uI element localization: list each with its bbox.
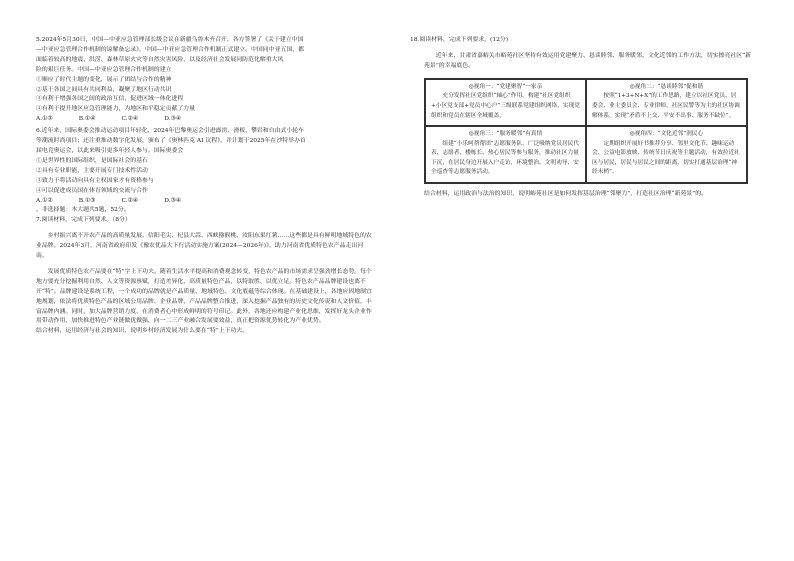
perspective-cell-4	[586, 126, 747, 183]
q5-stem-line: —中亚应急管理合作机制的谅解备忘录》，中国—中亚应急管理合作机制正式建立。中国同中亚五国，都	[36, 46, 305, 53]
section-heading: 、非选择题：本大题共5题，52分。	[36, 207, 130, 214]
q6-stem-line: 6.近年来，国际奥委会推动运动项目年轻化，2024年巴黎奥运会引进霹雳、滑板、攀岩和自由式小轮车	[36, 128, 305, 135]
option-c: C.②④	[121, 116, 139, 123]
perspective-heading: ◎视角一：“党建聚智”一家亲	[468, 83, 543, 90]
q18-requirement: 结合材料，运用政治与法治的知识，说明峪苑社区是如何发挥基层治理“邻聚力”，打造社区治理“新苑景”的。	[424, 191, 708, 198]
q5-options	[36, 115, 374, 125]
right-column	[410, 36, 752, 200]
question-6	[36, 127, 374, 206]
q18-intro: 近年来，甘肃省嘉峪关市峪苑社区坚持有效运用党建聚力、恳谈睦邻、服务暖邻、文化近邻的工作方法，切实擦亮社区“新苑景”的幸福底色。	[424, 52, 752, 69]
q5-statement: ②基于各国之间具有共同利益，凝聚了地区行动共识	[36, 86, 172, 93]
q17-requirement: 结合材料，运用经济与社会的知识，说明乡村经济发展为什么要在“特”上下功夫。	[36, 328, 249, 335]
q6-statement: ②具有专业职能，主要开展专门技术性活动	[36, 167, 148, 174]
perspective-text: 按照“1+3+N+X”的工作思路，建立以社区党员、居委会、业主委员会、专业律师、社区民警等为主的社区协调解体系，实现“矛盾不上交、平安不出事、服务不缺位”。	[592, 93, 740, 119]
q17-paragraph-1: 乡村振兴离不开农产品的高质量发展。信阳毛尖、杞县大蒜、西峡猕猴桃、汝阳东果红薯……这些都是具有鲜明地域特色的农业品牌。2024年3月，河南省政府印发《豫农优品大下行活动实施方案(2024—2026年)》，助力河南省优质特色农产品走出河南。	[36, 233, 372, 260]
option-b: B.①③	[78, 197, 96, 204]
option-d: D.③④	[164, 116, 182, 123]
option-d: D.③④	[164, 197, 182, 204]
question-5	[36, 36, 374, 125]
left-column	[36, 36, 374, 337]
q18-title: 18.阅读材料，完成下列要求。(12分)	[410, 37, 509, 43]
perspective-text: 充分发挥社区党组织“轴心”作用，构建“社区党组织+小区党支部+党员中心户”三级联系党建组织网络，实现党组织和党员在辖区全域覆盖。	[431, 93, 580, 119]
perspective-table	[424, 78, 748, 184]
perspective-text: 定期组织开展好书推荐分享、邻里文化节、趣味运动会、公益电影放映、传统节日庆祝等主题活动，有效拉近社区与居民，居民与居民之间的距离，切实打通基层治理“神经末梢”。	[592, 140, 740, 176]
q17-title: 7.阅读材料，完成下列要求。（8分）	[36, 217, 131, 224]
q5-stem-line: 面临着较高的地震、洪涝、森林草原火灾等自然灾害风险，以及经济社会发展同防范化解重大风	[36, 56, 284, 63]
q17-paragraph-2: 发展优质特色农产品要在“特”字上下功夫。随着生活水平提高和消费观念转变，特色农产品的市场需求呈强劲增长态势。每个地方要充分挖掘利用自然、人文等资源禀赋，打造差异化、高质量特色产品，以特取胜、以优立足。特色农产品品牌建设也离不开“特”。品牌建设是系统工程，一个成功的品牌就是产品质量、地域特色、文化底蕴等综合体现。在基础建设上，各地应因地制宜地规划，依法将优质特色产品的区域公用品牌、企业品牌、产品品牌整合推进，深入挖掘产品独有的历史文化传说和人文价值，丰富品牌内涵。同时，加大品牌营销力度，在消费者心中形成鲜明的符号印记。此外，各地还应构建产业化思维，发挥好龙头企业作用带动作用，加快推进特色产业链做优做强，向一二三产业融合发展要效益，真正把资源优势转化为产业优势。	[36, 268, 372, 325]
option-a: A.①③	[36, 116, 53, 123]
perspective-cell-2	[586, 79, 747, 126]
q6-statement: ③致力于将活动向具有主权国家才有资格参与	[36, 177, 154, 184]
q5-stem-line: 5.2024年5月30日，中国—中亚应急管理部长级会议在新疆乌鲁木齐召开，各方签署了《关于建立中国	[36, 37, 304, 43]
q5-statement: ③有利于增强各国之间的政治互信，促进区域一体化进程	[36, 96, 184, 103]
q5-statement: ①顺应了时代主题的变化，展示了团结与合作的精神	[36, 76, 172, 83]
q6-options	[36, 197, 374, 207]
perspective-cell-1	[425, 79, 586, 126]
q6-statement: ①是世界性的国际组织，是国际社会的基石	[36, 157, 148, 164]
perspective-text: 组建“小乐呵帮帮团”志愿服务队，广泛吸纳党员居民代表、志愿者、楼栋长、热心居民等参与服务，推动社区力量下沉，在居民身边开展入户走访，环境整治、文明劝导、安全巡查等志愿服务活动。	[431, 140, 580, 176]
option-a: A.①②	[36, 197, 53, 204]
option-b: B.①④	[78, 116, 96, 123]
q6-statement: ④可以促进成员国在体育领域的交流与合作	[36, 187, 148, 194]
perspective-cell-3	[425, 126, 586, 183]
perspective-heading: ◎视角二：“恳谈睦邻”促和谐	[629, 83, 704, 90]
option-c: C.②④	[121, 197, 139, 204]
q6-stem-line: 届电竞奥运会，以此来吸引更多年轻人参与。国际奥委会	[36, 147, 184, 154]
question-17	[36, 216, 374, 337]
q5-statement: ④有利于提升地区应急管理能力，为地区和平稳定贡献了力量	[36, 106, 196, 113]
perspective-heading: ◎视角三：“服务暖邻”有真情	[468, 131, 543, 138]
q6-stem-line: 等潮流时尚项目；还注重推动数字化发展，颁布了《奥林匹克 AI 议程》，并计划于2025年在沙特举办首	[36, 138, 306, 145]
perspective-heading: ◎视角四：“文化近邻”润民心	[629, 131, 704, 138]
q5-stem-line: 险的艰巨任务。中国—中亚应急管理合作机制的建立	[36, 66, 172, 73]
